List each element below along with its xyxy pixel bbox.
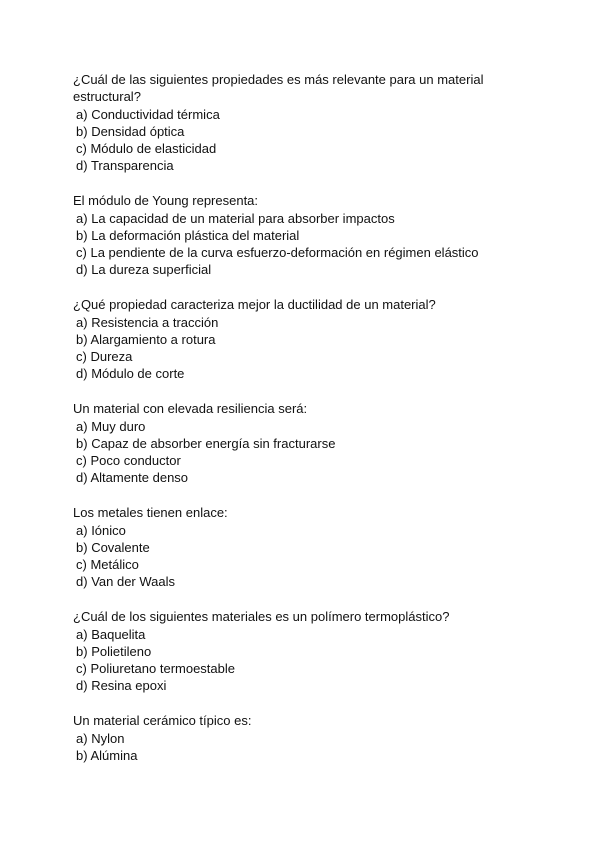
option-list [73,522,533,591]
option-text: Transparencia [90,158,174,174]
option-item [73,314,533,331]
question-3 [73,296,533,382]
option-item [73,643,533,660]
option-text: Poco conductor [90,453,181,469]
option-item [73,522,533,539]
option-item [73,469,533,486]
option-item [73,140,533,157]
option-letter: b) [76,331,88,347]
option-letter: d) [76,678,88,694]
option-text: Resistencia a tracción [91,314,219,330]
question-1 [73,71,533,175]
option-letter: c) [76,245,87,261]
option-text: Poliuretano termoestable [90,661,235,677]
option-text: Alúmina [90,747,138,763]
option-item [73,261,533,278]
option-item [73,331,533,348]
document-page [73,71,533,782]
option-text: Módulo de corte [91,366,185,382]
option-text: Módulo de elasticidad [90,141,217,157]
option-list [73,106,533,175]
option-text: Alargamiento a rotura [90,331,216,347]
option-text: Nylon [91,730,125,746]
option-text: Van der Waals [91,574,176,590]
question-5 [73,504,533,590]
option-letter: b) [76,539,88,555]
option-letter: b) [76,227,88,243]
option-letter: b) [76,435,88,451]
option-list [73,314,533,383]
option-letter: a) [76,106,88,122]
option-text: Altamente denso [90,470,189,486]
option-list [73,418,533,487]
option-text: Iónico [91,522,126,538]
option-list [73,626,533,695]
option-letter: a) [76,210,88,226]
option-letter: c) [76,661,87,677]
question-text: ¿Cuál de las siguientes propiedades es más relevante para un material estructural? [73,72,484,105]
option-letter: a) [76,418,88,434]
option-text: Muy duro [91,418,146,434]
option-item [73,660,533,677]
option-letter: a) [76,626,88,642]
option-item [73,573,533,590]
option-text: Baquelita [91,626,146,642]
option-text: Dureza [90,349,133,365]
option-item [73,539,533,556]
option-text: Densidad óptica [91,123,185,139]
option-letter: c) [76,141,87,157]
option-item [73,418,533,435]
option-item [73,365,533,382]
option-letter: c) [76,349,87,365]
option-item [73,452,533,469]
option-text: Metálico [90,557,139,573]
option-text: Conductividad térmica [91,106,220,122]
option-item [73,677,533,694]
option-letter: b) [76,643,88,659]
option-text: Polietileno [91,643,152,659]
question-6 [73,608,533,694]
option-text: Resina epoxi [91,678,167,694]
option-text: Capaz de absorber energía sin fracturarse [91,435,336,451]
question-text: ¿Qué propiedad caracteriza mejor la ductilidad de un material? [73,297,436,313]
option-letter: d) [76,158,88,174]
option-letter: a) [76,522,88,538]
question-text: ¿Cuál de los siguientes materiales es un polímero termoplástico? [73,609,450,625]
option-item [73,747,533,764]
option-letter: c) [76,453,87,469]
option-text: La pendiente de la curva esfuerzo-deformación en régimen elástico [90,245,479,261]
question-text: El módulo de Young representa: [73,193,259,209]
question-2 [73,192,533,278]
option-item [73,348,533,365]
option-item [73,157,533,174]
option-item [73,106,533,123]
option-text: La dureza superficial [91,262,212,278]
question-text: Un material con elevada resiliencia será: [73,401,308,417]
option-letter: d) [76,470,88,486]
option-item [73,244,533,261]
option-item [73,435,533,452]
option-item [73,210,533,227]
option-letter: d) [76,262,88,278]
option-list [73,730,533,765]
question-4 [73,400,533,486]
question-7 [73,712,533,764]
option-text: La deformación plástica del material [91,227,300,243]
option-list [73,210,533,279]
option-letter: c) [76,557,87,573]
option-item [73,626,533,643]
option-item [73,227,533,244]
option-letter: b) [76,747,88,763]
option-letter: d) [76,574,88,590]
option-item [73,730,533,747]
option-text: Covalente [91,539,150,555]
option-letter: a) [76,314,88,330]
option-item [73,123,533,140]
option-letter: d) [76,366,88,382]
option-letter: a) [76,730,88,746]
question-text: Un material cerámico típico es: [73,713,252,729]
option-letter: b) [76,123,88,139]
option-text: La capacidad de un material para absorber impactos [91,210,395,226]
option-item [73,556,533,573]
question-text: Los metales tienen enlace: [73,505,228,521]
